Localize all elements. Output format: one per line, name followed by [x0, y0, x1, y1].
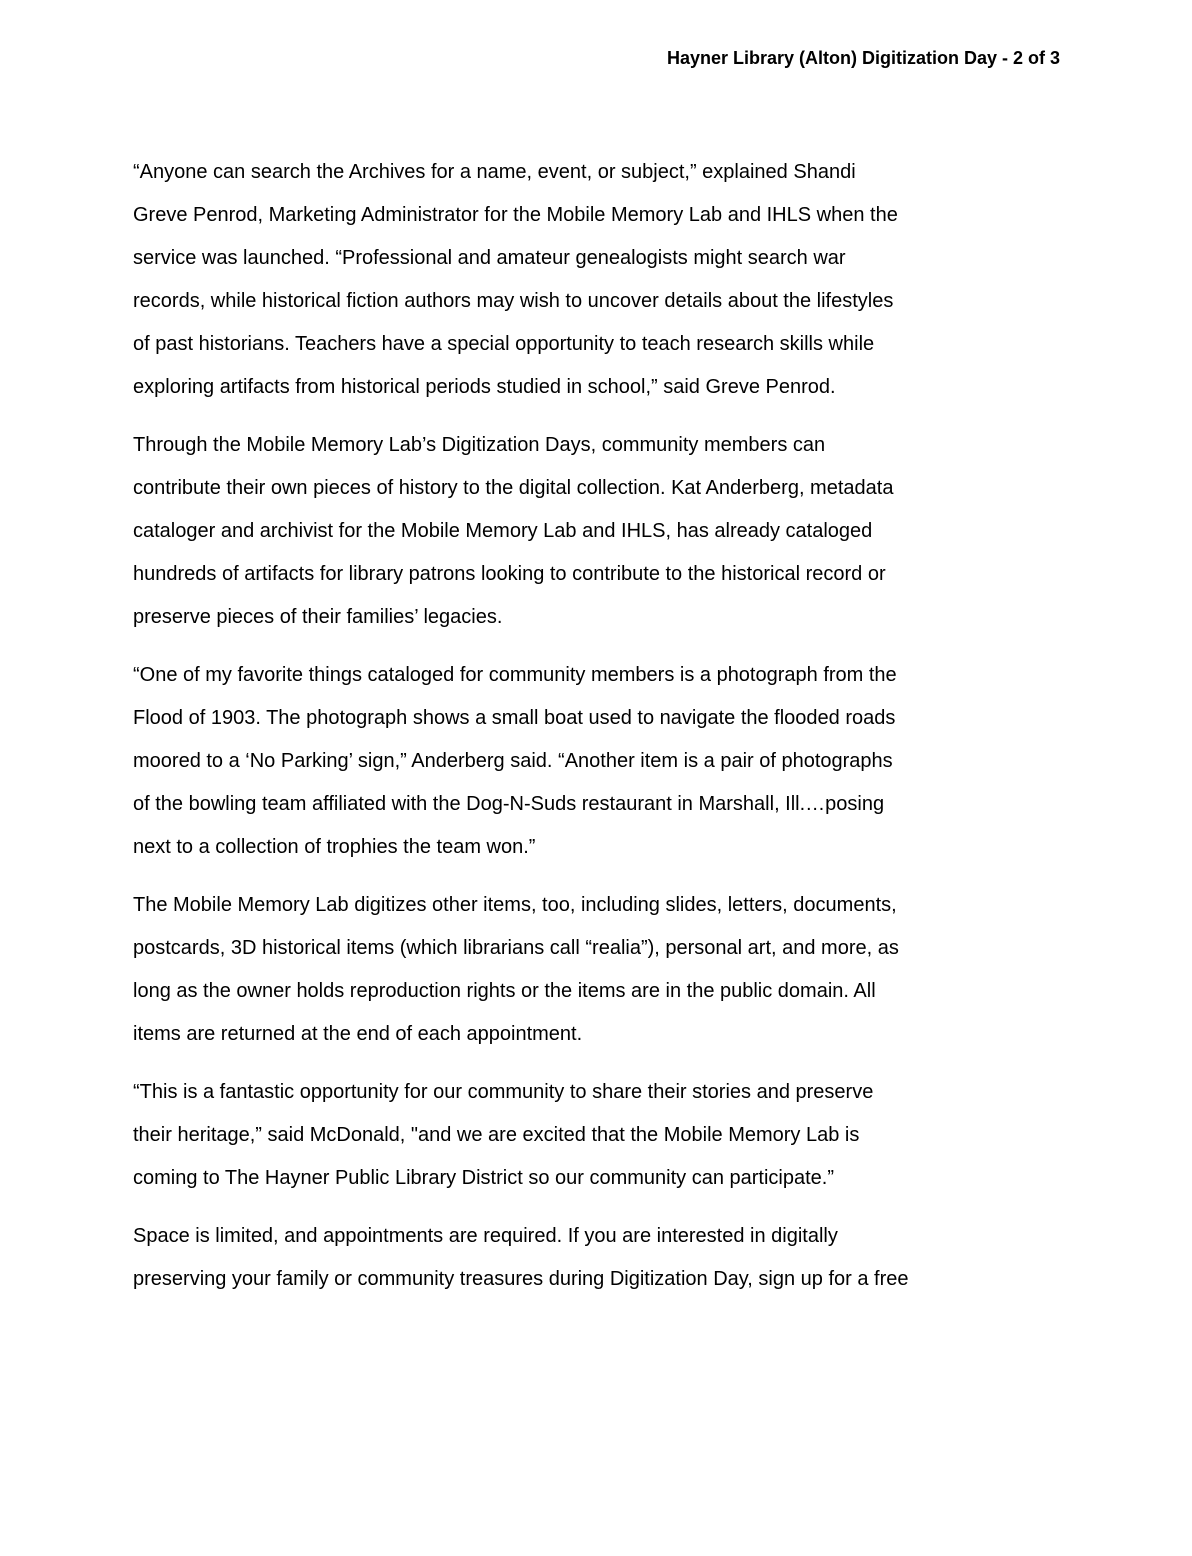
text-line: preserve pieces of their families’ legacies. [133, 606, 503, 628]
paragraph [133, 654, 1059, 869]
page-header: Hayner Library (Alton) Digitization Day - 2 of 3 [666, 48, 1060, 68]
text-line: Greve Penrod, Marketing Administrator for the Mobile Memory Lab and IHLS when the [133, 204, 898, 226]
text-line: records, while historical fiction authors may wish to uncover details about the lifestyles [133, 290, 894, 312]
text-line: The Mobile Memory Lab digitizes other items, too, including slides, letters, documents, [133, 894, 897, 916]
text-line: of past historians. Teachers have a special opportunity to teach research skills while [133, 333, 875, 355]
text-line: preserving your family or community treasures during Digitization Day, sign up for a free [133, 1268, 909, 1290]
text-line: Space is limited, and appointments are required. If you are interested in digitally [133, 1225, 838, 1247]
text-line: service was launched. “Professional and amateur genealogists might search war [133, 247, 846, 269]
text-line: their heritage,” said McDonald, "and we are excited that the Mobile Memory Lab is [133, 1124, 860, 1146]
text-line: items are returned at the end of each appointment. [133, 1023, 583, 1045]
text-line: “One of my favorite things cataloged for community members is a photograph from the [133, 664, 897, 686]
paragraph [133, 1071, 1059, 1200]
text-line: Through the Mobile Memory Lab’s Digitization Days, community members can [133, 434, 826, 456]
text-line: long as the owner holds reproduction rights or the items are in the public domain. All [133, 980, 876, 1002]
text-line: exploring artifacts from historical periods studied in school,” said Greve Penrod. [133, 376, 836, 398]
text-line: moored to a ‘No Parking’ sign,” Anderberg said. “Another item is a pair of photographs [133, 750, 893, 772]
text-line: “This is a fantastic opportunity for our community to share their stories and preserve [133, 1081, 874, 1103]
paragraph [133, 1215, 1059, 1301]
text-line: cataloger and archivist for the Mobile Memory Lab and IHLS, has already cataloged [133, 520, 873, 542]
paragraph [133, 884, 1059, 1056]
text-line: contribute their own pieces of history to the digital collection. Kat Anderberg, metadata [133, 477, 894, 499]
text-line: “Anyone can search the Archives for a name, event, or subject,” explained Shandi [133, 161, 856, 183]
paragraph [133, 151, 1059, 409]
document-body [133, 151, 1059, 1316]
text-line: of the bowling team affiliated with the Dog-N-Suds restaurant in Marshall, Ill.…posing [133, 793, 885, 815]
text-line: hundreds of artifacts for library patrons looking to contribute to the historical record or [133, 563, 886, 585]
text-line: coming to The Hayner Public Library District so our community can participate.” [133, 1167, 835, 1189]
text-line: postcards, 3D historical items (which librarians call “realia”), personal art, and more, as [133, 937, 899, 959]
text-line: Flood of 1903. The photograph shows a small boat used to navigate the flooded roads [133, 707, 896, 729]
paragraph [133, 424, 1059, 639]
text-line: next to a collection of trophies the team won.” [133, 836, 536, 858]
